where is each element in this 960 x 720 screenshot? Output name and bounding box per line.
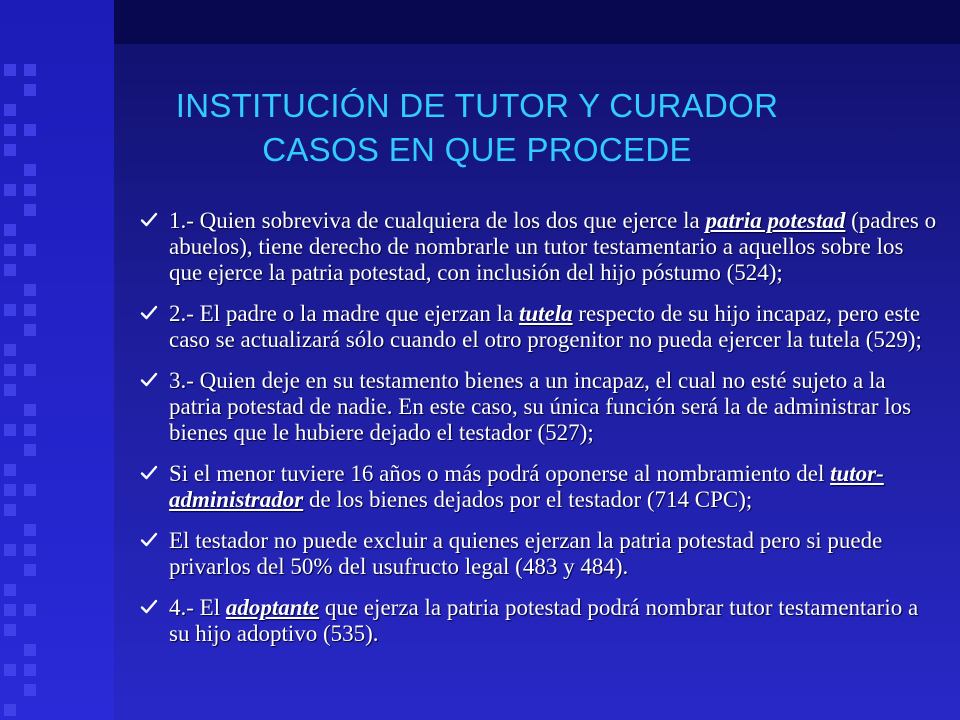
decorative-square: [24, 164, 36, 176]
decorative-square: [24, 664, 36, 676]
decorative-square: [4, 704, 16, 716]
bullet-emphasis: patria potestad: [705, 208, 846, 233]
decorative-square: [24, 544, 36, 556]
decorative-square: [4, 144, 16, 156]
decorative-square: [24, 324, 36, 336]
side-decoration: [0, 0, 114, 720]
bullet-item: [140, 368, 940, 446]
check-icon: [140, 464, 158, 482]
decorative-square: [24, 604, 36, 616]
slide-title: [114, 84, 840, 172]
decorative-square: [24, 404, 36, 416]
bullet-text: 2.- El padre o la madre que ejerzan la: [169, 301, 519, 326]
bullet-text-cont: (padres o abuelos), tiene derecho de nombrarle un tutor testamentario a aquellos sobre los que ejerce la patria potestad, con inclusión del hijo póstumo (524);: [169, 208, 937, 285]
check-icon: [140, 371, 158, 389]
check-icon: [140, 211, 158, 229]
decorative-square: [4, 484, 16, 496]
decorative-square: [24, 84, 36, 96]
top-band: [114, 0, 960, 44]
decorative-square: [4, 544, 16, 556]
decorative-square: [24, 684, 36, 696]
decorative-square: [4, 124, 16, 136]
bullet-list: [140, 208, 940, 662]
title-line-2: CASOS EN QUE PROCEDE: [262, 131, 692, 168]
decorative-square: [4, 624, 16, 636]
decorative-square: [4, 384, 16, 396]
check-icon: [140, 304, 158, 322]
decorative-square: [4, 424, 16, 436]
decorative-square: [24, 444, 36, 456]
decorative-square: [24, 184, 36, 196]
decorative-square: [24, 64, 36, 76]
bullet-emphasis: adoptante: [225, 595, 320, 620]
bullet-text-cont: de los bienes dejados por el testador (714 CPC);: [303, 487, 753, 512]
bullet-text: El testador no puede excluir a quienes ejerzan la patria potestad pero si puede privarlos del 50% del usufructo legal (483 y 484).: [169, 528, 883, 579]
decorative-square: [24, 244, 36, 256]
bullet-text: 4.- El: [169, 595, 226, 620]
decorative-square: [4, 504, 16, 516]
decorative-square: [4, 264, 16, 276]
decorative-square: [24, 644, 36, 656]
title-line-1: INSTITUCIÓN DE TUTOR Y CURADOR: [175, 87, 779, 124]
bullet-item: [140, 528, 940, 580]
decorative-square: [4, 664, 16, 676]
decorative-square: [4, 104, 16, 116]
decorative-square: [24, 124, 36, 136]
bullet-text: Si el menor tuviere 16 años o más podrá oponerse al nombramiento del: [169, 461, 831, 486]
bullet-item: [140, 595, 940, 647]
decorative-square: [24, 364, 36, 376]
decorative-square: [24, 204, 36, 216]
decorative-square: [4, 64, 16, 76]
check-icon: [140, 531, 158, 549]
decorative-square: [4, 344, 16, 356]
decorative-square: [4, 364, 16, 376]
bullet-text: 3.- Quien deje en su testamento bienes a un incapaz, el cual no esté sujeto a la patria potestad de nadie. En este caso, su única función será la de administrar los bienes que le hubiere dejado el testador (527);: [169, 368, 912, 445]
decorative-square: [4, 464, 16, 476]
bullet-text: 1.- Quien sobreviva de cualquiera de los dos que ejerce la: [169, 208, 706, 233]
side-square-pattern: [0, 64, 44, 720]
bullet-item: [140, 301, 940, 353]
decorative-square: [4, 224, 16, 236]
decorative-square: [4, 304, 16, 316]
decorative-square: [4, 244, 16, 256]
decorative-square: [4, 604, 16, 616]
bullet-item: [140, 208, 940, 286]
bullet-text-cont: que ejerza la patria potestad podrá nombrar tutor testamentario a su hijo adoptivo (535).: [169, 595, 919, 646]
decorative-square: [24, 284, 36, 296]
decorative-square: [24, 524, 36, 536]
bullet-emphasis: tutor-administrador: [169, 461, 884, 512]
bullet-emphasis: tutela: [518, 301, 573, 326]
decorative-square: [4, 584, 16, 596]
check-icon: [140, 598, 158, 616]
decorative-square: [24, 564, 36, 576]
bullet-text-cont: respecto de su hijo incapaz, pero este caso se actualizará sólo cuando el otro progenitor no pueda ejercer la tutela (529);: [169, 301, 922, 352]
decorative-square: [24, 424, 36, 436]
decorative-square: [24, 484, 36, 496]
decorative-square: [4, 184, 16, 196]
bullet-item: [140, 461, 940, 513]
decorative-square: [24, 304, 36, 316]
